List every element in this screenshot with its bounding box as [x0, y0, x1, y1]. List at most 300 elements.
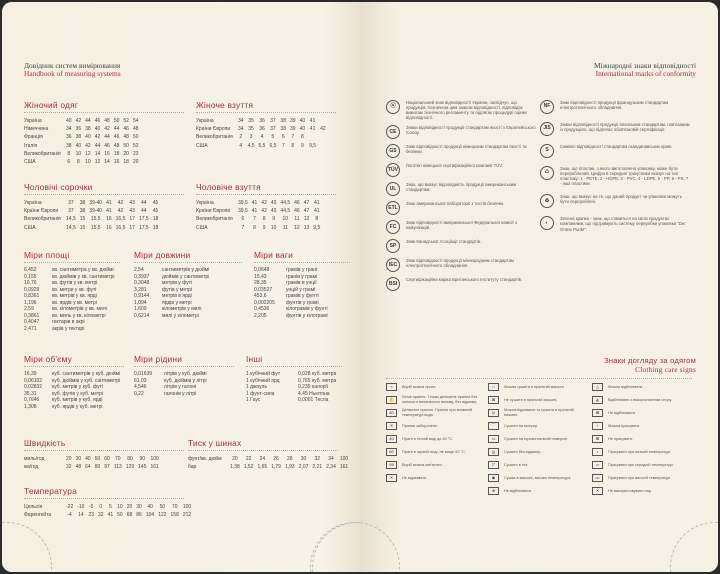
right-header	[594, 62, 696, 79]
measure-text: дюймів у сантиметрі	[162, 273, 210, 280]
volume-list	[24, 371, 132, 410]
table-cell: 12	[294, 224, 300, 231]
row-label: миль/год	[24, 456, 45, 463]
table-cell: 7	[291, 134, 295, 141]
table-cell: 24	[259, 456, 266, 463]
section-title: Жіноче взуття	[196, 100, 254, 110]
table-cell: 9,5	[309, 142, 317, 149]
measure-text: галонів у літрі	[164, 390, 197, 397]
row-label: США	[196, 224, 208, 231]
table-cell: 54	[132, 118, 139, 125]
measure-value: 0,3861	[24, 312, 40, 319]
tumble-low-icon: ◎	[488, 409, 499, 417]
care-text: Прати в теплій воді до 40 °С.	[402, 436, 454, 441]
mens-shoes-table	[196, 199, 322, 232]
speed-table	[24, 455, 161, 471]
measure-text: кв. кілометрів у кв. милі	[52, 306, 107, 312]
table-cell: 8	[253, 224, 256, 231]
care-text: Не віджимати.	[402, 475, 428, 480]
table-cell: 20	[123, 150, 129, 157]
wash-40-icon: 40	[386, 435, 397, 443]
table-cell: 38	[66, 142, 72, 149]
mark-text: Знак відповідності американської Федеральної комісії з комунікацій.	[406, 220, 517, 231]
mark-text: Знак відповідності продукції німецьким стандартам якості та безпеки.	[406, 144, 527, 155]
table-cell: 41	[106, 200, 112, 207]
care-text: Сушити без віджиму.	[504, 449, 541, 454]
measure-text: куб. метрів у куб. ярді	[52, 397, 103, 403]
row-label: Україна	[196, 200, 214, 207]
table-cell: 40	[85, 134, 91, 141]
measure-text: сантиметрів у дюймі	[162, 267, 210, 273]
table-cell: 17	[129, 216, 135, 223]
table-cell: 48	[113, 142, 120, 149]
volume-section	[24, 354, 132, 410]
table-cell: 46	[94, 118, 101, 125]
table-cell: 40	[299, 118, 306, 125]
measure-row	[254, 313, 354, 320]
table-cell: 42	[94, 134, 101, 141]
table-row	[24, 511, 193, 519]
tumble-high-icon: ◉	[488, 474, 499, 482]
weight-section	[254, 250, 354, 319]
table-cell: 37	[270, 126, 276, 133]
table-row	[24, 158, 141, 166]
table-row	[196, 207, 322, 215]
conformity-mark	[540, 100, 690, 114]
table-cell: 41	[251, 200, 258, 207]
tyre-section	[188, 438, 350, 471]
row-label: Великобританія	[24, 216, 61, 223]
table-cell: 18	[113, 150, 120, 157]
table-cell: 18	[152, 216, 159, 223]
table-cell: 46	[294, 200, 300, 207]
table-cell: 26	[273, 456, 279, 463]
care-text: Не прасувати.	[608, 436, 633, 441]
table-cell: 17,5	[138, 224, 149, 231]
table-cell: 15,5	[90, 216, 101, 223]
table-cell: 38	[79, 200, 86, 207]
row-label: Україна	[24, 200, 42, 207]
table-cell: 35	[248, 126, 254, 133]
table-cell: 1,52	[243, 464, 254, 471]
measure-value: 1 кубічний ярд	[246, 377, 280, 384]
table-cell: 8	[315, 216, 319, 223]
measure-value: 0,4047	[24, 319, 40, 325]
table-cell: 38	[75, 134, 82, 141]
care-text: Сушити на мотузці.	[504, 423, 539, 428]
table-cell: 50	[123, 142, 129, 149]
care-sign	[488, 434, 588, 444]
table-cell: 70	[115, 456, 121, 463]
table-cell: 10	[85, 159, 91, 166]
table-cell: 8	[67, 150, 71, 157]
table-cell: 38	[280, 126, 286, 133]
table-cell: 43	[129, 208, 135, 215]
measure-value: 0,3048	[134, 280, 150, 286]
flat-dry-icon: ▭	[488, 435, 499, 443]
measure-row	[24, 326, 124, 333]
table-cell: 40	[75, 142, 82, 149]
measure-value: 16,39	[24, 371, 37, 377]
care-column-2	[488, 382, 588, 499]
measure-value: 6,452	[24, 267, 37, 273]
measure-value: 0,0929	[24, 286, 40, 293]
table-cell: 113	[113, 464, 122, 471]
measure-text: куб. сантиметрів у куб. дюймі	[52, 371, 121, 377]
table-cell: 39	[289, 126, 296, 133]
table-row	[196, 133, 328, 141]
table-cell: 15	[79, 224, 86, 231]
measure-value: 0,4536	[254, 306, 270, 312]
section-title: Температура	[24, 486, 77, 496]
womens-shoes-section	[196, 100, 336, 150]
table-cell: 40	[147, 504, 153, 511]
measure-value: 1 фунт-сила	[246, 390, 275, 397]
table-cell: -5	[89, 504, 94, 511]
table-cell: 10	[117, 504, 123, 511]
table-cell: 14	[94, 150, 101, 157]
table-cell: 44	[141, 208, 147, 215]
measure-value: 453,6	[254, 293, 267, 299]
no-tumble-icon: ⊠	[488, 396, 499, 404]
mark-text: Знак американської лабораторії з тестів безпеки.	[406, 201, 505, 207]
care-sign	[592, 382, 692, 392]
conformity-mark	[540, 166, 690, 186]
care-text: Прасувати при високій температурі.	[608, 475, 672, 480]
tyre-table	[188, 455, 350, 471]
table-cell: 50	[159, 504, 166, 511]
measure-value: 15,43	[254, 273, 267, 280]
measure-text: куб. футів у куб. метрі	[52, 390, 104, 397]
table-cell: 90	[139, 456, 146, 463]
care-text: Не відбілювати.	[608, 410, 636, 415]
wash-hand-icon: ✋	[386, 396, 397, 404]
care-sign	[592, 408, 692, 418]
wash-30-icon: 30	[386, 409, 397, 417]
care-sign	[386, 434, 484, 444]
marks-column-left	[386, 100, 536, 296]
table-cell: 45	[152, 208, 159, 215]
mark-text: Знак відповідності продукції міжнародним стандартам електротехнічного обладнання.	[406, 258, 514, 269]
table-cell: 16,5	[115, 216, 126, 223]
iron-icon: ⏚	[592, 422, 603, 430]
table-row	[24, 215, 160, 223]
table-cell: 100	[182, 504, 192, 511]
care-sign	[386, 382, 484, 392]
measure-text: милі у кілометрі	[162, 312, 199, 319]
measure-value: 0,0648	[254, 267, 270, 273]
row-label: Україна	[196, 118, 214, 125]
table-cell: 1,65	[257, 464, 268, 471]
care-text: Не сушити в пральній машині.	[504, 397, 558, 402]
table-cell: 14,5	[66, 216, 76, 223]
row-label: США	[196, 142, 208, 149]
mark-text: Знак відповідності продукції французьким стандартам електротехнічного обладнання.	[560, 100, 669, 111]
table-cell: 42	[117, 200, 124, 207]
table-row	[24, 455, 161, 463]
section-title: Міри рідини	[134, 354, 183, 364]
line-dry-icon: ⌒	[488, 422, 499, 430]
measure-value: 0,002205	[254, 299, 275, 306]
row-label: фунт/кв. дюйм	[188, 456, 222, 463]
mark-text: Зелена крапка - знак, що ставиться на своїх продуктах компаніями, що підтримують систему переробки упаковки "Der Grüne Punkt".	[560, 216, 686, 232]
care-sign	[386, 395, 484, 405]
table-cell: 37	[270, 118, 276, 125]
mark-text: Сертифікаційна марка Британського Інституту стандартів.	[406, 277, 523, 283]
table-cell: 39,5	[238, 200, 248, 207]
measure-row	[246, 397, 356, 404]
table-cell: 32	[66, 464, 72, 471]
measure-text: літрів у куб. дюймі	[164, 371, 207, 377]
mark-text: Національний знак відповідності України, засвідчує, що продукція, позначена цим знаком відповідності, відповідає вимогам технічного регламенту та підлягає процедурі оцінки відповідності.	[406, 100, 527, 121]
mark-text: Логотип німецької сертифікаційної компанії TÜV.	[406, 163, 504, 169]
wash-95-icon: 95	[386, 461, 397, 469]
table-cell: 42	[320, 126, 326, 133]
green-dot-icon: ◐	[540, 216, 554, 230]
care-divider	[386, 378, 692, 379]
table-cell: 16	[104, 150, 110, 157]
measure-value: 0,9144	[134, 293, 150, 299]
measure-text: куб. метрів у куб. футі	[52, 384, 104, 390]
conformity-mark	[386, 163, 536, 177]
etl-icon: ETL	[386, 201, 400, 215]
table-cell: 2,21	[312, 464, 323, 471]
conformity-mark	[386, 277, 536, 291]
measure-text: куб. дюймів у куб. сантиметрі	[52, 377, 121, 384]
table-cell: 8	[291, 142, 295, 149]
table-cell: 158	[170, 512, 179, 519]
table-cell: 48	[123, 134, 129, 141]
table-cell: 8	[300, 134, 304, 141]
ce-icon: CE	[386, 125, 400, 139]
table-cell: 5	[108, 504, 112, 511]
table-cell: 20	[232, 456, 238, 463]
table-cell: 41	[313, 208, 320, 215]
table-cell: 43	[270, 208, 277, 215]
care-sign	[386, 460, 484, 470]
table-cell: 12	[94, 159, 101, 166]
table-cell: 15,5	[90, 224, 101, 231]
table-cell: 1,79	[271, 464, 281, 471]
measure-value: 0,3937	[134, 273, 150, 280]
section-title: Жіночий одяг	[24, 100, 79, 110]
row-label: Україна	[24, 118, 42, 125]
care-sign	[488, 486, 588, 496]
section-title: Тиск у шинах	[188, 438, 242, 448]
table-cell: 14	[104, 159, 110, 166]
table-cell: 40	[299, 126, 306, 133]
care-sign	[386, 421, 484, 431]
table-cell: 36	[66, 134, 72, 141]
measure-value: 2,205	[254, 312, 267, 319]
care-sign	[488, 473, 588, 483]
table-cell: 9	[262, 224, 266, 231]
table-cell: 41	[251, 208, 258, 215]
measure-text: грамів в унції	[286, 280, 317, 286]
decorative-curve	[2, 522, 52, 572]
mark-text: Знаки відповідності продукції японським стандартам, пов'язаним із продукцією, що підлягає обов'язковій сертифікації.	[560, 122, 690, 133]
shade-dry-icon: ◸	[488, 461, 499, 469]
measure-value: 0,01639	[134, 371, 153, 377]
measure-value: 1,196	[24, 299, 37, 306]
measure-value: 4,546	[134, 384, 147, 390]
table-row	[24, 503, 193, 511]
table-cell: 14	[78, 512, 84, 519]
left-header-uk: Довідник систем вимірювання	[24, 61, 121, 70]
table-cell: 9,5	[313, 224, 321, 231]
table-cell: 60	[104, 456, 110, 463]
section-title: Міри довжини	[134, 250, 191, 260]
table-row	[196, 224, 322, 232]
iec-icon: IEC	[386, 258, 400, 272]
measure-value: 0,06102	[24, 377, 43, 384]
table-cell: 7	[241, 224, 245, 231]
table-row	[196, 125, 328, 133]
table-cell: 47	[303, 208, 310, 215]
table-row	[196, 199, 322, 207]
row-label: Італія	[24, 142, 38, 149]
table-cell: 161	[150, 464, 159, 471]
care-text: Делікатне прання. Прання при зниженій температурі води.	[402, 408, 473, 417]
table-row	[24, 463, 161, 471]
measure-value: 3,281	[134, 286, 147, 293]
table-cell: 17	[129, 224, 135, 231]
area-section	[24, 250, 124, 332]
table-row	[188, 455, 350, 463]
table-cell: 41	[313, 200, 320, 207]
table-cell: 2,34	[326, 464, 336, 471]
recycle-triangle-icon: ♺	[540, 166, 554, 180]
table-cell: 32	[98, 512, 104, 519]
measure-value: 2,59	[24, 306, 34, 312]
measure-value: 2,54	[134, 267, 144, 273]
liquid-section	[134, 354, 244, 397]
measure-text: грамів у фунті	[286, 293, 319, 299]
table-cell: 20	[66, 456, 72, 463]
table-cell: 50	[132, 134, 139, 141]
conformity-mark	[540, 144, 690, 158]
table-cell: 5,5	[258, 142, 266, 149]
measure-text: фунтів у кілограмі	[286, 312, 328, 319]
table-cell: 44,5	[280, 200, 291, 207]
section-title: Міри ваги	[254, 250, 294, 260]
care-sign	[386, 447, 484, 457]
table-cell: 30	[300, 456, 307, 463]
table-cell: 4	[239, 142, 243, 149]
table-cell: 28	[287, 456, 293, 463]
table-cell: 2	[239, 134, 243, 141]
row-label: Країни Європи	[196, 208, 231, 215]
mark-text: Символ відповідності стандартам скандинавських країн.	[560, 144, 673, 149]
table-row	[196, 142, 328, 150]
care-sign	[488, 382, 588, 392]
speed-section	[24, 438, 184, 471]
measure-value: 10,76	[24, 280, 37, 286]
measure-value: 0,03527	[254, 286, 273, 293]
measure-text: куб. дюймів у літрі	[164, 377, 207, 384]
table-cell: 35	[248, 118, 254, 125]
table-cell: 41	[106, 208, 112, 215]
table-cell: 23	[88, 512, 95, 519]
bsi-icon: BSI	[386, 277, 400, 291]
table-cell: 2,07	[298, 464, 309, 471]
measure-text: 0,028 куб. метра	[298, 371, 337, 377]
table-cell: 64	[85, 464, 91, 471]
care-sign	[592, 395, 692, 405]
measure-text: 0,0001 Тесла	[298, 397, 329, 403]
care-text: Прасувати при низькій температурі.	[608, 449, 672, 454]
table-cell: 3	[249, 134, 253, 141]
table-cell: 100	[150, 456, 159, 463]
table-row	[196, 215, 322, 223]
care-text: Не відбілювати.	[504, 488, 532, 493]
table-cell: 30	[75, 456, 82, 463]
measure-text: гектарів в акрі	[52, 319, 85, 325]
table-cell: 8	[262, 216, 266, 223]
measure-text: метрів в ярді	[162, 293, 192, 299]
measure-value: 1 Гаус	[246, 397, 261, 403]
table-cell: 10	[270, 224, 277, 231]
measure-text: гранів у грамі	[286, 273, 318, 280]
row-label: км/год	[24, 464, 39, 471]
measure-text: грамів у грані	[286, 267, 318, 273]
book-spread	[2, 2, 718, 572]
section-title: Міри площі	[24, 250, 70, 260]
right-header-uk: Міжнародні знаки відповідності	[594, 61, 696, 70]
row-label: Великобританія	[196, 216, 233, 223]
measure-text: кв. метрів у кв. ярді	[52, 293, 97, 299]
row-label: Цельсія	[24, 504, 43, 511]
table-cell: 10	[282, 216, 289, 223]
measure-text: метрів у футі	[162, 280, 193, 286]
table-cell: 34	[238, 126, 244, 133]
measure-value: 0,22	[134, 390, 144, 397]
liquid-list	[134, 371, 244, 397]
table-cell: 6	[281, 134, 285, 141]
table-cell: 43	[270, 200, 277, 207]
measure-text: кв. миль у кв. кілометрі	[52, 312, 106, 319]
table-cell: 36	[75, 126, 82, 133]
table-cell: 44	[104, 134, 110, 141]
mens-shirts-section	[24, 182, 184, 232]
conformity-mark	[386, 220, 536, 234]
table-cell: 48	[75, 464, 82, 471]
care-text: Можна прасувати.	[608, 423, 641, 428]
row-label: бар	[188, 464, 197, 471]
table-row	[24, 150, 141, 158]
weight-list	[254, 267, 354, 319]
measure-value: 2,471	[24, 325, 37, 332]
care-sign	[488, 421, 588, 431]
measure-value: 0,155	[24, 273, 37, 280]
table-row	[24, 117, 141, 125]
measure-text: кілометрів у милі	[162, 306, 202, 312]
table-cell: 4,5	[247, 142, 255, 149]
measure-text: 4,45 Ньютона	[298, 390, 330, 397]
table-cell: 13	[303, 224, 310, 231]
table-cell: -10	[77, 504, 85, 511]
table-row	[24, 207, 160, 215]
table-cell: 39-40	[89, 200, 103, 207]
table-cell: 1,38	[230, 464, 240, 471]
conformity-mark	[540, 194, 690, 208]
table-cell: 43	[129, 200, 135, 207]
length-section	[134, 250, 244, 319]
table-cell: 8	[76, 159, 80, 166]
table-cell: 22	[132, 150, 139, 157]
row-label: США	[24, 159, 36, 166]
measure-value: 1,609	[134, 306, 147, 312]
